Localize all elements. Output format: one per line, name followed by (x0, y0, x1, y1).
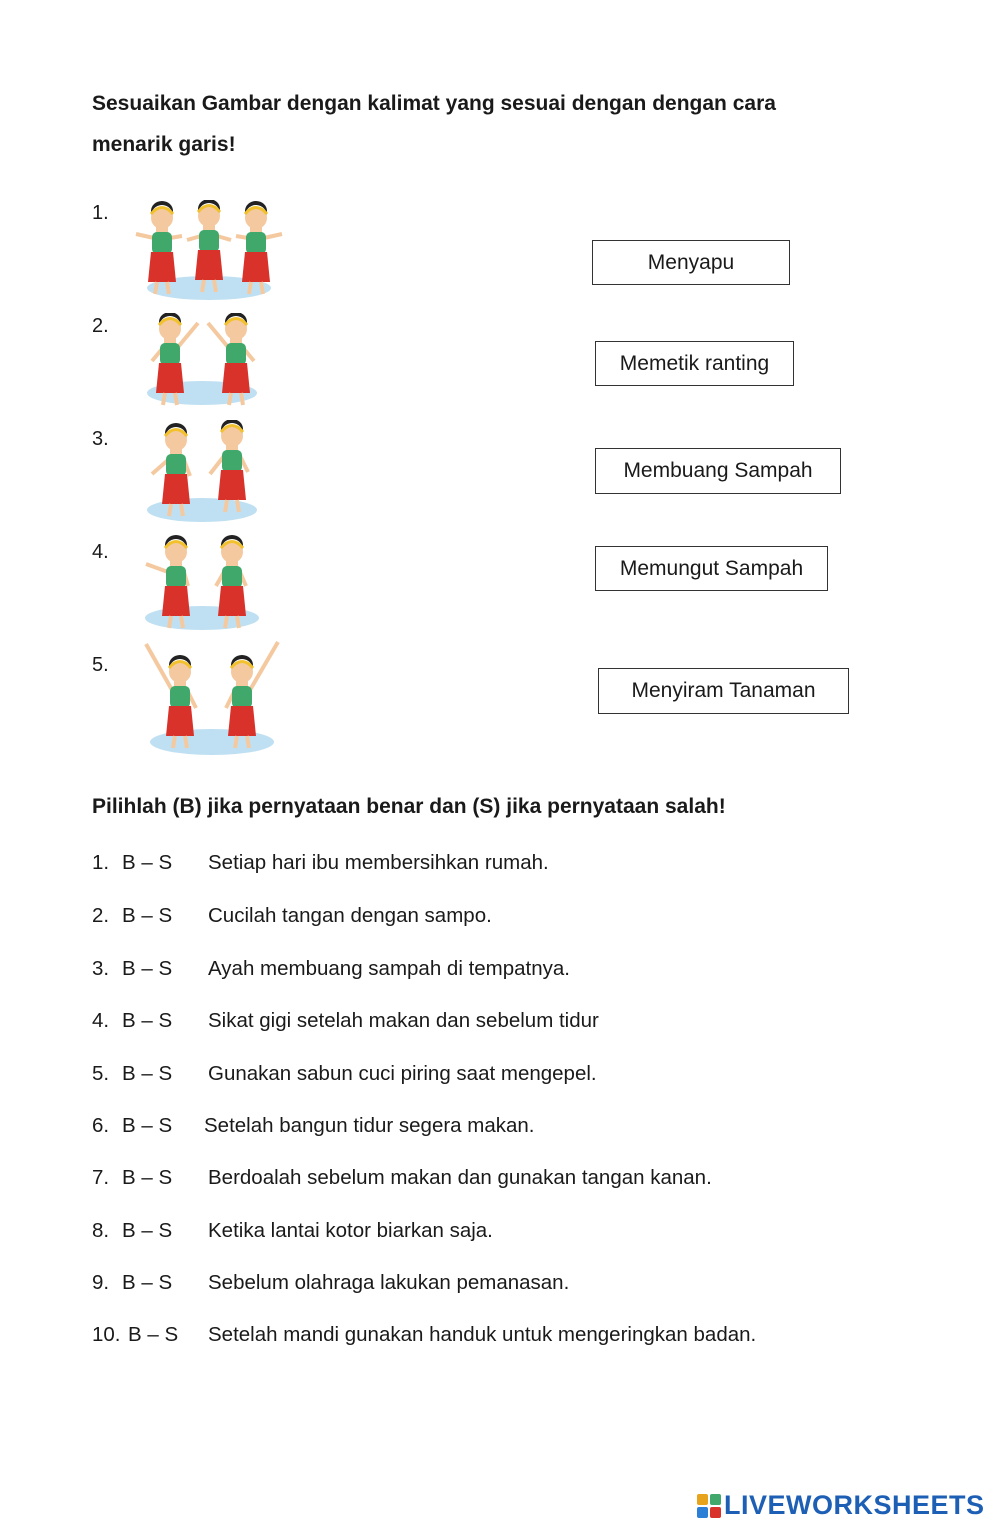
bs-choice[interactable]: B – S (122, 1009, 173, 1032)
statement-text: Cucilah tangan dengan sampo. (208, 904, 492, 927)
statement-text: Ketika lantai kotor biarkan saja. (208, 1219, 493, 1242)
instruction-line-1: Sesuaikan Gambar dengan kalimat yang sesuai dengan dengan cara (92, 92, 776, 115)
picture-item-1 (132, 200, 287, 304)
statement-number: 10. (92, 1323, 121, 1346)
statement-text: Ayah membuang sampah di tempatnya. (208, 957, 571, 980)
answer-box[interactable]: Menyapu (592, 240, 790, 285)
answer-box[interactable]: Menyiram Tanaman (598, 668, 849, 714)
statement-row (92, 957, 570, 981)
statement-row (92, 1219, 493, 1243)
statement-number: 1. (92, 851, 110, 874)
statement-row (92, 1166, 712, 1190)
liveworksheets-logo[interactable] (697, 1490, 985, 1521)
item-number: 4. (92, 541, 109, 563)
bs-choice[interactable]: B – S (122, 1271, 173, 1294)
statement-row (92, 1271, 569, 1295)
statement-number: 8. (92, 1219, 110, 1242)
statement-row (92, 1062, 597, 1086)
bs-choice[interactable]: B – S (122, 957, 173, 980)
picture-item-2 (132, 313, 277, 409)
bs-choice[interactable]: B – S (122, 1062, 173, 1085)
picture-item-5 (132, 636, 287, 758)
instruction-section-2: Pilihlah (B) jika pernyataan benar dan (S) jika pernyataan salah! (92, 795, 726, 818)
statement-text: Setelah mandi gunakan handuk untuk mengeringkan badan. (208, 1323, 757, 1346)
statement-text: Berdoalah sebelum makan dan gunakan tangan kanan. (208, 1166, 712, 1189)
item-number: 1. (92, 202, 109, 224)
statement-text: Setiap hari ibu membersihkan rumah. (208, 851, 549, 874)
bs-choice[interactable]: B – S (122, 851, 173, 874)
statement-row (92, 1323, 756, 1347)
statement-number: 7. (92, 1166, 110, 1189)
picture-item-4 (132, 534, 277, 634)
statement-number: 6. (92, 1114, 110, 1137)
statement-text: Sikat gigi setelah makan dan sebelum tidur (208, 1009, 599, 1032)
logo-text: LIVEWORKSHEETS (724, 1490, 985, 1520)
item-number: 2. (92, 315, 109, 337)
statement-text: Setelah bangun tidur segera makan. (204, 1114, 535, 1137)
statement-number: 9. (92, 1271, 110, 1294)
bs-choice[interactable]: B – S (122, 1219, 173, 1242)
statement-number: 2. (92, 904, 110, 927)
statement-text: Gunakan sabun cuci piring saat mengepel. (208, 1062, 597, 1085)
statement-row (92, 1009, 599, 1033)
statement-number: 4. (92, 1009, 110, 1032)
bs-choice[interactable]: B – S (122, 904, 173, 927)
statement-row (92, 1114, 535, 1138)
picture-item-3 (132, 420, 277, 524)
logo-icon (697, 1494, 721, 1518)
statement-text: Sebelum olahraga lakukan pemanasan. (208, 1271, 570, 1294)
answer-box[interactable]: Memungut Sampah (595, 546, 828, 591)
instruction-line-2: menarik garis! (92, 133, 236, 156)
statement-row (92, 851, 549, 875)
answer-box[interactable]: Memetik ranting (595, 341, 794, 386)
statement-number: 5. (92, 1062, 110, 1085)
statement-number: 3. (92, 957, 110, 980)
bs-choice[interactable]: B – S (122, 1166, 173, 1189)
item-number: 3. (92, 428, 109, 450)
item-number: 5. (92, 654, 109, 676)
answer-box[interactable]: Membuang Sampah (595, 448, 841, 494)
bs-choice[interactable]: B – S (122, 1114, 173, 1137)
bs-choice[interactable]: B – S (128, 1323, 179, 1346)
statement-row (92, 904, 492, 928)
